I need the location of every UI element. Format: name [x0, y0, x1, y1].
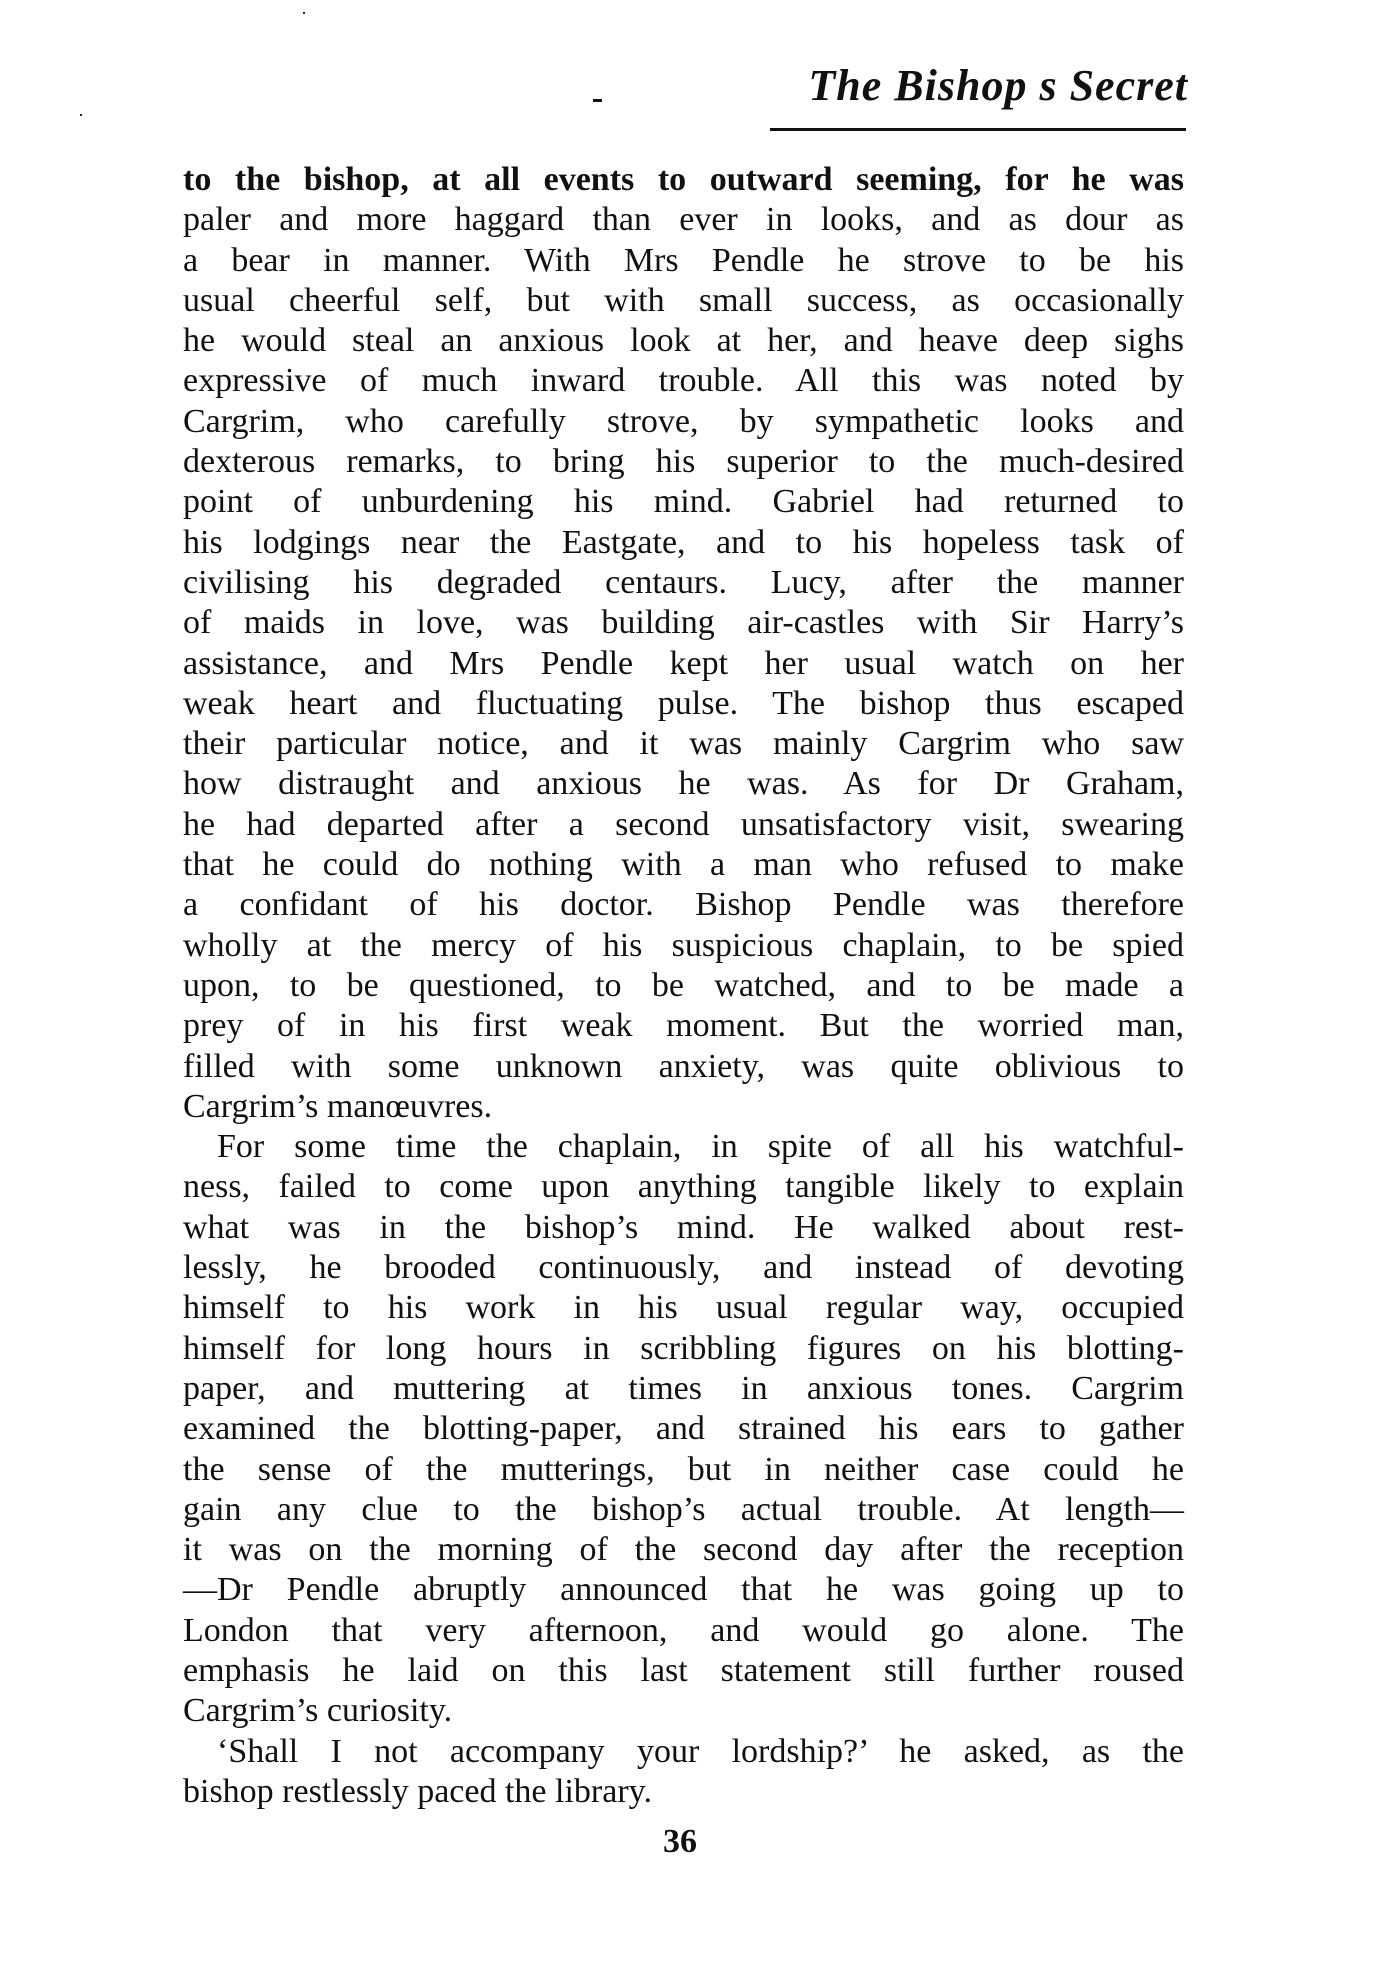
- text-line: point of unburdening his mind. Gabriel had returned to: [183, 483, 1184, 521]
- text-line: assistance, and Mrs Pendle kept her usual watch on her: [183, 644, 1184, 682]
- text-line: filled with some unknown anxiety, was quite oblivious to: [183, 1047, 1184, 1085]
- text-line: himself for long hours in scribbling figures on his blotting-: [183, 1329, 1184, 1367]
- text-line: of maids in love, was building air-castles with Sir Harry’s: [183, 604, 1184, 642]
- header-dash-mark: [593, 99, 602, 102]
- text-line: weak heart and fluctuating pulse. The bishop thus escaped: [183, 684, 1184, 722]
- text-line: what was in the bishop’s mind. He walked about rest-: [183, 1208, 1184, 1246]
- text-line: that he could do nothing with a man who refused to make: [183, 846, 1184, 884]
- running-head-title: The Bishop s Secret: [808, 61, 1188, 110]
- text-line: his lodgings near the Eastgate, and to his hopeless task of: [183, 523, 1184, 561]
- text-line: dexterous remarks, to bring his superior to the much-desired: [183, 443, 1184, 481]
- text-line: it was on the morning of the second day after the reception: [183, 1531, 1184, 1569]
- text-line: wholly at the mercy of his suspicious chaplain, to be spied: [183, 926, 1184, 964]
- text-line: usual cheerful self, but with small success, as occasionally: [183, 281, 1184, 319]
- text-line: —Dr Pendle abruptly announced that he was going up to: [183, 1571, 1184, 1609]
- text-line: expressive of much inward trouble. All this was noted by: [183, 362, 1184, 400]
- text-line: For some time the chaplain, in spite of all his watchful-: [217, 1128, 1184, 1166]
- text-line: he had departed after a second unsatisfactory visit, swearing: [183, 805, 1184, 843]
- text-line: civilising his degraded centaurs. Lucy, after the manner: [183, 563, 1184, 601]
- text-line: their particular notice, and it was mainly Cargrim who saw: [183, 725, 1184, 763]
- page-number: 36: [663, 1823, 697, 1860]
- text-line: emphasis he laid on this last statement still further roused: [183, 1651, 1184, 1689]
- text-line: the sense of the mutterings, but in neither case could he: [183, 1450, 1184, 1488]
- text-line: upon, to be questioned, to be watched, and to be made a: [183, 966, 1184, 1004]
- text-line: himself to his work in his usual regular way, occupied: [183, 1289, 1184, 1327]
- text-line: prey of in his first weak moment. But the worried man,: [183, 1007, 1184, 1045]
- text-line: Cargrim’s manœuvres.: [183, 1087, 493, 1125]
- text-line: ness, failed to come upon anything tangible likely to explain: [183, 1168, 1184, 1206]
- text-line: to the bishop, at all events to outward seeming, for he was: [183, 161, 1184, 198]
- text-line: a confidant of his doctor. Bishop Pendle was therefore: [183, 886, 1184, 924]
- text-line: a bear in manner. With Mrs Pendle he strove to be his: [183, 241, 1184, 279]
- scan-speck: [303, 12, 305, 14]
- scan-speck: [80, 114, 82, 116]
- text-line: gain any clue to the bishop’s actual trouble. At length—: [183, 1490, 1184, 1528]
- body-text: [183, 160, 1184, 1812]
- text-line: examined the blotting-paper, and strained his ears to gather: [183, 1410, 1184, 1448]
- text-line: lessly, he brooded continuously, and instead of devoting: [183, 1249, 1184, 1287]
- text-line: Cargrim, who carefully strove, by sympathetic looks and: [183, 402, 1184, 440]
- text-line: London that very afternoon, and would go alone. The: [183, 1611, 1184, 1649]
- text-line: paler and more haggard than ever in looks, and as dour as: [183, 201, 1184, 239]
- text-line: how distraught and anxious he was. As for Dr Graham,: [183, 765, 1184, 803]
- text-line: he would steal an anxious look at her, and heave deep sighs: [183, 322, 1184, 360]
- header-rule: [770, 128, 1186, 131]
- text-line: bishop restlessly paced the library.: [183, 1772, 652, 1810]
- text-line: ‘Shall I not accompany your lordship?’ he asked, as the: [217, 1732, 1184, 1770]
- text-line: paper, and muttering at times in anxious tones. Cargrim: [183, 1369, 1184, 1407]
- text-line: Cargrim’s curiosity.: [183, 1692, 453, 1730]
